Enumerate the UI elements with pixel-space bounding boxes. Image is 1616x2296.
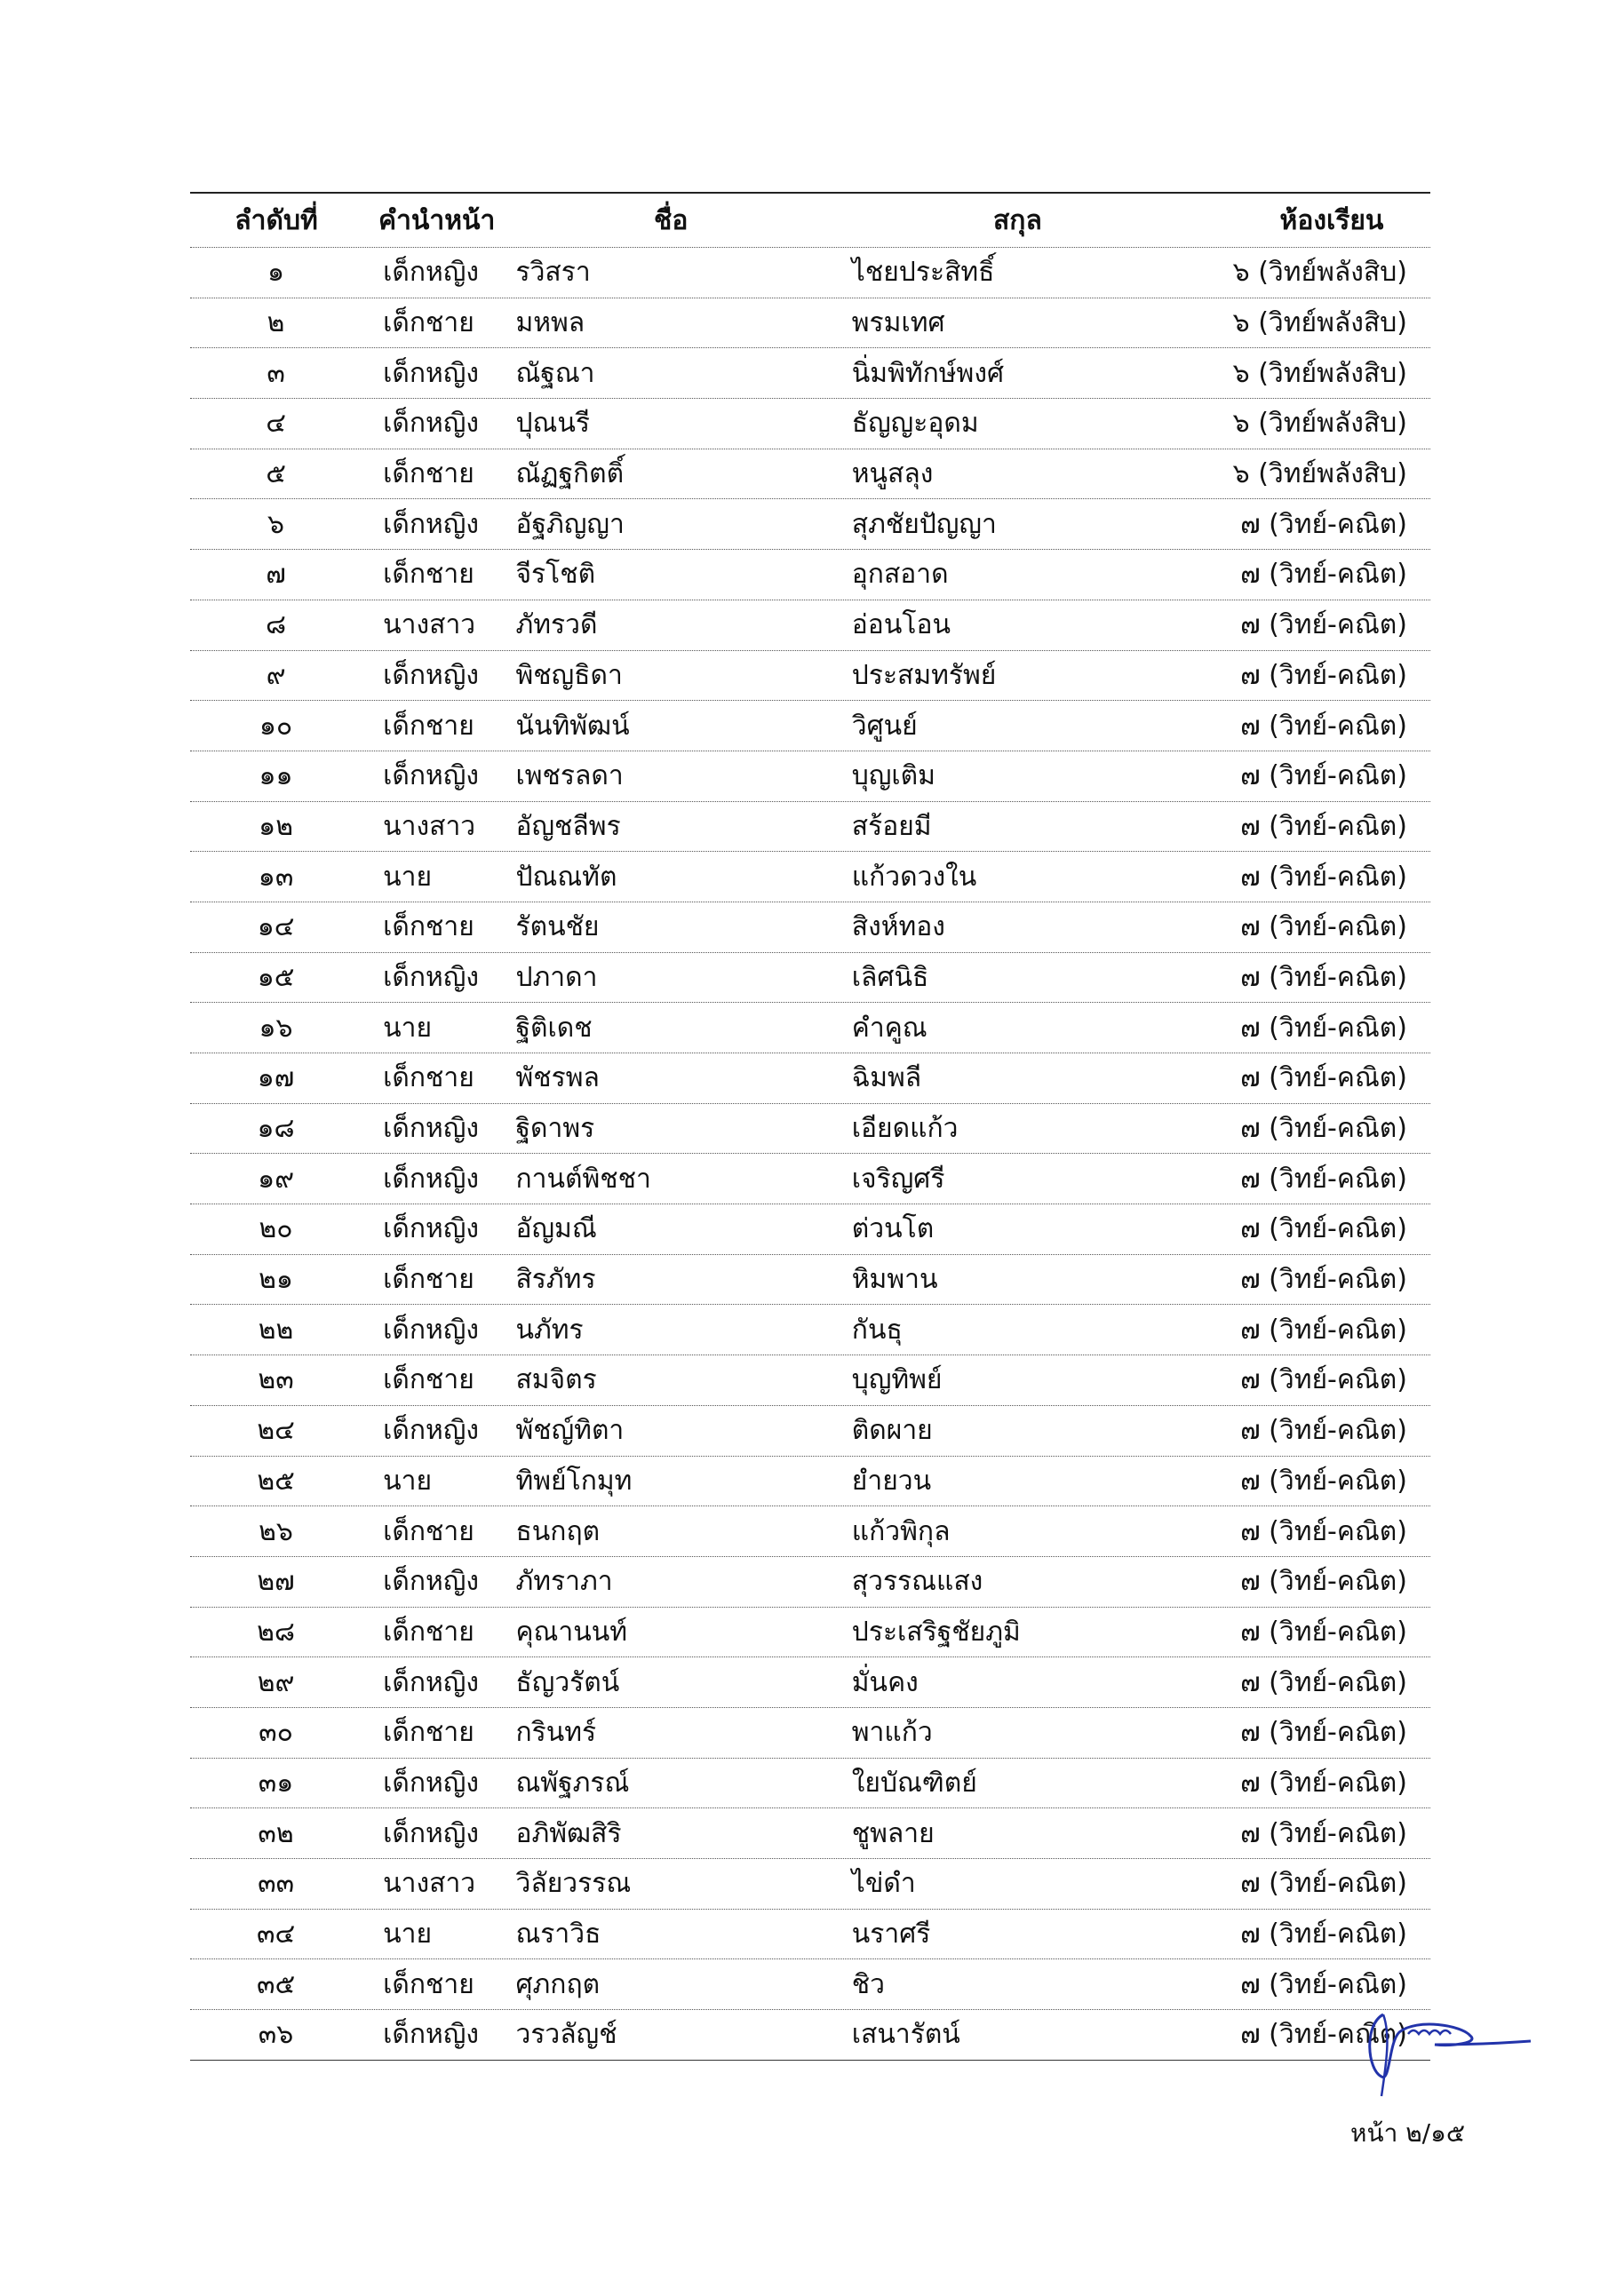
row-prefix: เด็กหญิง: [383, 408, 480, 440]
row-first-name: ธนกฤต: [515, 1515, 601, 1547]
row-last-name: ติดผาย: [851, 1415, 933, 1447]
row-no: ๑๓: [258, 861, 294, 893]
table-row: [190, 298, 1430, 349]
row-last-name: ฉิมพลี: [851, 1062, 922, 1094]
row-first-name: ปุณนรี: [515, 408, 590, 440]
row-prefix: เด็กชาย: [383, 710, 474, 742]
row-last-name: ไชยประสิทธิ์: [851, 257, 995, 289]
table-row: [190, 953, 1430, 1004]
row-no: ๓๑: [258, 1767, 294, 1799]
row-no: ๓๕: [256, 1968, 296, 2000]
row-last-name: นราศรี: [851, 1919, 931, 1950]
row-last-name: เจริญศรี: [851, 1163, 945, 1195]
row-last-name: ชูพลาย: [851, 1817, 935, 1849]
signature-mark: [1364, 2007, 1532, 2105]
row-no: ๒๔: [257, 1415, 295, 1447]
row-first-name: เพชรลดา: [515, 760, 624, 792]
row-first-name: วิลัยวรรณ: [515, 1868, 632, 1900]
row-first-name: ภัทรวดี: [515, 609, 598, 641]
row-first-name: ณพัฐภรณ์: [515, 1767, 630, 1799]
page-number: หน้า ๒/๑๕: [1350, 2118, 1466, 2148]
row-first-name: มหพล: [515, 307, 585, 339]
row-room: ๗ (วิทย์-คณิต): [1240, 1415, 1407, 1447]
row-room: ๗ (วิทย์-คณิต): [1240, 1616, 1407, 1648]
row-prefix: เด็กหญิง: [383, 1213, 480, 1245]
row-room: ๗ (วิทย์-คณิต): [1240, 1717, 1407, 1749]
row-last-name: เลิศนิธิ: [851, 961, 929, 993]
row-no: ๙: [266, 659, 286, 691]
row-no: ๓๖: [258, 2019, 294, 2051]
row-prefix: เด็กหญิง: [383, 1415, 480, 1447]
row-no: ๑๖: [259, 1012, 293, 1044]
row-prefix: เด็กหญิง: [383, 1113, 480, 1145]
row-no: ๓๔: [256, 1919, 296, 1950]
row-first-name: ปัณณทัต: [515, 861, 617, 893]
row-last-name: สุวรรณแสง: [851, 1566, 983, 1598]
table-row: [190, 751, 1430, 802]
table-row: [190, 1657, 1430, 1708]
row-prefix: นาย: [383, 861, 433, 893]
row-last-name: แก้วพิกุล: [851, 1515, 951, 1547]
row-first-name: กรินทร์: [515, 1717, 597, 1749]
row-room: ๗ (วิทย์-คณิต): [1240, 1666, 1407, 1698]
table-row: [190, 651, 1430, 702]
row-no: ๒๖: [259, 1515, 293, 1547]
row-room: ๗ (วิทย์-คณิต): [1240, 1566, 1407, 1598]
row-first-name: ฐิติเดช: [515, 1012, 593, 1044]
row-no: ๒๓: [258, 1364, 294, 1396]
table-header: [190, 192, 1430, 248]
table-row: [190, 499, 1430, 550]
row-room: ๗ (วิทย์-คณิต): [1240, 1465, 1407, 1497]
row-first-name: กานต์พิชชา: [515, 1163, 651, 1195]
row-no: ๑: [267, 257, 285, 289]
row-last-name: เสนารัตน์: [851, 2019, 960, 2051]
table-row: [190, 1355, 1430, 1406]
row-room: ๗ (วิทย์-คณิต): [1240, 1817, 1407, 1849]
row-room: ๖ (วิทย์พลังสิบ): [1232, 458, 1407, 490]
row-room: ๗ (วิทย์-คณิต): [1240, 508, 1407, 540]
row-first-name: ฐิดาพร: [515, 1113, 595, 1145]
table-row: [190, 248, 1430, 298]
table-row: [190, 1608, 1430, 1658]
row-first-name: คุณานนท์: [515, 1616, 628, 1648]
row-prefix: เด็กชาย: [383, 911, 474, 943]
header-prefix: คำนำหน้า: [378, 204, 496, 236]
row-prefix: เด็กชาย: [383, 1264, 474, 1296]
header-first-name: ชื่อ: [654, 204, 689, 236]
row-prefix: เด็กหญิง: [383, 760, 480, 792]
row-first-name: อัฐภิญญา: [515, 508, 625, 540]
row-no: ๖: [267, 508, 285, 540]
row-room: ๗ (วิทย์-คณิต): [1240, 961, 1407, 993]
row-first-name: ทิพย์โกมุท: [515, 1465, 633, 1497]
row-no: ๒๑: [259, 1264, 293, 1296]
table-row: [190, 1053, 1430, 1104]
table-row: [190, 1154, 1430, 1204]
row-room: ๗ (วิทย์-คณิต): [1240, 1968, 1407, 2000]
row-no: ๗: [266, 559, 286, 591]
header-room: ห้องเรียน: [1279, 204, 1384, 236]
row-room: ๗ (วิทย์-คณิต): [1240, 1062, 1407, 1094]
row-prefix: นางสาว: [383, 810, 476, 842]
row-last-name: มั่นคง: [851, 1666, 919, 1698]
row-no: ๑๕: [257, 961, 295, 993]
row-room: ๖ (วิทย์พลังสิบ): [1232, 357, 1407, 389]
table-row: [190, 1457, 1430, 1507]
row-prefix: เด็กชาย: [383, 458, 474, 490]
row-no: ๑๘: [257, 1113, 295, 1145]
row-first-name: อัญชลีพร: [515, 810, 621, 842]
row-first-name: พัชญ์ทิตา: [515, 1415, 625, 1447]
row-room: ๗ (วิทย์-คณิต): [1240, 1264, 1407, 1296]
table-row: [190, 1557, 1430, 1608]
table-row: [190, 1305, 1430, 1355]
row-prefix: นางสาว: [383, 609, 476, 641]
table-body: [190, 248, 1430, 2061]
row-last-name: ต่วนโต: [851, 1213, 935, 1245]
table-row: [190, 1910, 1430, 1960]
row-no: ๒๙: [257, 1666, 295, 1698]
table-row: [190, 1759, 1430, 1809]
row-last-name: ประสมทรัพย์: [851, 659, 997, 691]
row-first-name: อภิพัฒสิริ: [515, 1817, 622, 1849]
row-last-name: ใยบัณฑิตย์: [851, 1767, 977, 1799]
row-room: ๗ (วิทย์-คณิต): [1240, 1163, 1407, 1195]
row-last-name: ประเสริฐชัยภูมิ: [851, 1616, 1021, 1648]
table-row: [190, 1204, 1430, 1255]
row-last-name: อุกสอาด: [851, 559, 949, 591]
table-row: [190, 1506, 1430, 1557]
table-row: [190, 852, 1430, 902]
row-room: ๖ (วิทย์พลังสิบ): [1232, 307, 1407, 339]
row-last-name: บุญเติม: [851, 760, 935, 792]
row-prefix: นาย: [383, 1465, 433, 1497]
row-room: ๗ (วิทย์-คณิต): [1240, 1113, 1407, 1145]
row-prefix: เด็กหญิง: [383, 257, 480, 289]
table-row: [190, 600, 1430, 651]
row-first-name: จีรโชติ: [515, 559, 596, 591]
row-no: ๑๔: [257, 911, 295, 943]
row-prefix: นาย: [383, 1012, 433, 1044]
row-no: ๓๓: [258, 1868, 295, 1900]
row-first-name: ณัฏฐกิตติ์: [515, 458, 625, 490]
row-room: ๗ (วิทย์-คณิต): [1240, 861, 1407, 893]
row-first-name: ณราวิธ: [515, 1919, 601, 1950]
table-row: [190, 1104, 1430, 1155]
table-row: [190, 399, 1430, 449]
table-row: [190, 1255, 1430, 1306]
table-row: [190, 1003, 1430, 1053]
row-prefix: เด็กหญิง: [383, 2019, 480, 2051]
row-first-name: ณัฐณา: [515, 357, 595, 389]
row-no: ๔: [266, 408, 286, 440]
row-prefix: เด็กชาย: [383, 1968, 474, 2000]
row-room: ๗ (วิทย์-คณิต): [1240, 1515, 1407, 1547]
row-first-name: รวิสรา: [515, 257, 591, 289]
row-room: ๗ (วิทย์-คณิต): [1240, 810, 1407, 842]
row-prefix: นาย: [383, 1919, 433, 1950]
row-prefix: เด็กชาย: [383, 559, 474, 591]
student-roster-table: [190, 192, 1430, 2061]
row-no: ๕: [266, 458, 286, 490]
row-last-name: หนูสลุง: [851, 458, 934, 490]
row-prefix: เด็กหญิง: [383, 1566, 480, 1598]
row-room: ๗ (วิทย์-คณิต): [1240, 659, 1407, 691]
row-first-name: สิรภัทร: [515, 1264, 596, 1296]
row-last-name: ไข่ดำ: [851, 1868, 916, 1900]
row-prefix: เด็กหญิง: [383, 1666, 480, 1698]
row-prefix: เด็กชาย: [383, 1364, 474, 1396]
row-prefix: เด็กหญิง: [383, 961, 480, 993]
row-room: ๗ (วิทย์-คณิต): [1240, 609, 1407, 641]
row-no: ๒: [267, 307, 285, 339]
row-prefix: เด็กหญิง: [383, 659, 480, 691]
row-room: ๗ (วิทย์-คณิต): [1240, 1314, 1407, 1346]
table-row: [190, 2010, 1430, 2061]
table-row: [190, 550, 1430, 600]
row-first-name: ภัทราภา: [515, 1566, 613, 1598]
table-row: [190, 1808, 1430, 1859]
row-prefix: เด็กหญิง: [383, 357, 480, 389]
row-room: ๖ (วิทย์พลังสิบ): [1232, 408, 1407, 440]
row-no: ๑๗: [257, 1062, 295, 1094]
header-last-name: สกุล: [993, 204, 1042, 236]
table-row: [190, 701, 1430, 751]
row-room: ๗ (วิทย์-คณิต): [1240, 1767, 1407, 1799]
row-prefix: นางสาว: [383, 1868, 476, 1900]
row-room: ๗ (วิทย์-คณิต): [1240, 1213, 1407, 1245]
row-first-name: พัชรพล: [515, 1062, 600, 1094]
row-prefix: เด็กชาย: [383, 1515, 474, 1547]
row-room: ๗ (วิทย์-คณิต): [1240, 1919, 1407, 1950]
row-no: ๒๒: [258, 1314, 294, 1346]
table-row: [190, 449, 1430, 500]
row-no: ๑๒: [259, 810, 293, 842]
row-last-name: พาแก้ว: [851, 1717, 933, 1749]
row-no: ๓๐: [259, 1717, 293, 1749]
row-first-name: อัญมณี: [515, 1213, 597, 1245]
row-room: ๗ (วิทย์-คณิต): [1240, 1012, 1407, 1044]
row-no: ๒๕: [257, 1465, 295, 1497]
row-last-name: เอียดแก้ว: [851, 1113, 959, 1145]
row-prefix: เด็กชาย: [383, 1062, 474, 1094]
row-no: ๒๘: [257, 1616, 296, 1648]
row-prefix: เด็กหญิง: [383, 1314, 480, 1346]
row-prefix: เด็กหญิง: [383, 1767, 480, 1799]
row-last-name: ยำยวน: [851, 1465, 932, 1497]
row-first-name: พิชญธิดา: [515, 659, 623, 691]
row-room: ๖ (วิทย์พลังสิบ): [1232, 257, 1407, 289]
table-row: [190, 902, 1430, 953]
row-first-name: สมจิตร: [515, 1364, 597, 1396]
row-first-name: วรวลัญช์: [515, 2019, 617, 2051]
row-last-name: คำคูณ: [851, 1012, 927, 1044]
table-row: [190, 348, 1430, 399]
row-last-name: นิ่มพิทักษ์พงศ์: [851, 357, 1005, 389]
row-no: ๑๑: [259, 760, 293, 792]
row-last-name: สุภชัยปัญญา: [851, 508, 997, 540]
row-last-name: กันธุ: [851, 1314, 903, 1346]
row-first-name: ปภาดา: [515, 961, 598, 993]
row-last-name: สิงห์ทอง: [851, 911, 945, 943]
row-first-name: นภัทร: [515, 1314, 584, 1346]
row-last-name: อ่อนโอน: [851, 609, 951, 641]
row-prefix: เด็กชาย: [383, 1616, 474, 1648]
row-last-name: ธัญญะอุดม: [851, 408, 979, 440]
row-last-name: แก้วดวงใน: [851, 861, 977, 893]
row-last-name: ชิว: [851, 1968, 885, 2000]
row-last-name: พรมเทศ: [851, 307, 945, 339]
table-row: [190, 1406, 1430, 1457]
row-first-name: รัตนชัย: [515, 911, 600, 943]
row-first-name: นันทิพัฒน์: [515, 710, 630, 742]
row-no: ๘: [265, 609, 287, 641]
row-prefix: เด็กหญิง: [383, 508, 480, 540]
row-no: ๑๙: [258, 1163, 295, 1195]
row-room: ๗ (วิทย์-คณิต): [1240, 559, 1407, 591]
row-no: ๑๐: [259, 710, 293, 742]
row-first-name: ธัญวรัตน์: [515, 1666, 620, 1698]
row-prefix: เด็กหญิง: [383, 1817, 480, 1849]
row-room: ๗ (วิทย์-คณิต): [1240, 2019, 1407, 2051]
row-no: ๓: [267, 357, 285, 389]
table-row: [190, 1859, 1430, 1910]
row-last-name: วิศูนย์: [851, 710, 918, 742]
row-room: ๗ (วิทย์-คณิต): [1240, 710, 1407, 742]
row-last-name: สร้อยมี: [851, 810, 932, 842]
row-room: ๗ (วิทย์-คณิต): [1240, 911, 1407, 943]
table-row: [190, 1959, 1430, 2010]
header-no: ลำดับที่: [235, 204, 318, 236]
row-room: ๗ (วิทย์-คณิต): [1240, 760, 1407, 792]
row-no: ๒๗: [257, 1566, 295, 1598]
row-no: ๒๐: [259, 1213, 293, 1245]
table-row: [190, 802, 1430, 853]
row-no: ๓๒: [258, 1817, 294, 1849]
row-last-name: หิมพาน: [851, 1264, 938, 1296]
table-row: [190, 1708, 1430, 1759]
row-prefix: เด็กหญิง: [383, 1163, 480, 1195]
row-prefix: เด็กชาย: [383, 1717, 474, 1749]
row-room: ๗ (วิทย์-คณิต): [1240, 1364, 1407, 1396]
row-room: ๗ (วิทย์-คณิต): [1240, 1868, 1407, 1900]
row-first-name: ศุภกฤต: [515, 1968, 601, 2000]
row-prefix: เด็กชาย: [383, 307, 474, 339]
row-last-name: บุญทิพย์: [851, 1364, 943, 1396]
